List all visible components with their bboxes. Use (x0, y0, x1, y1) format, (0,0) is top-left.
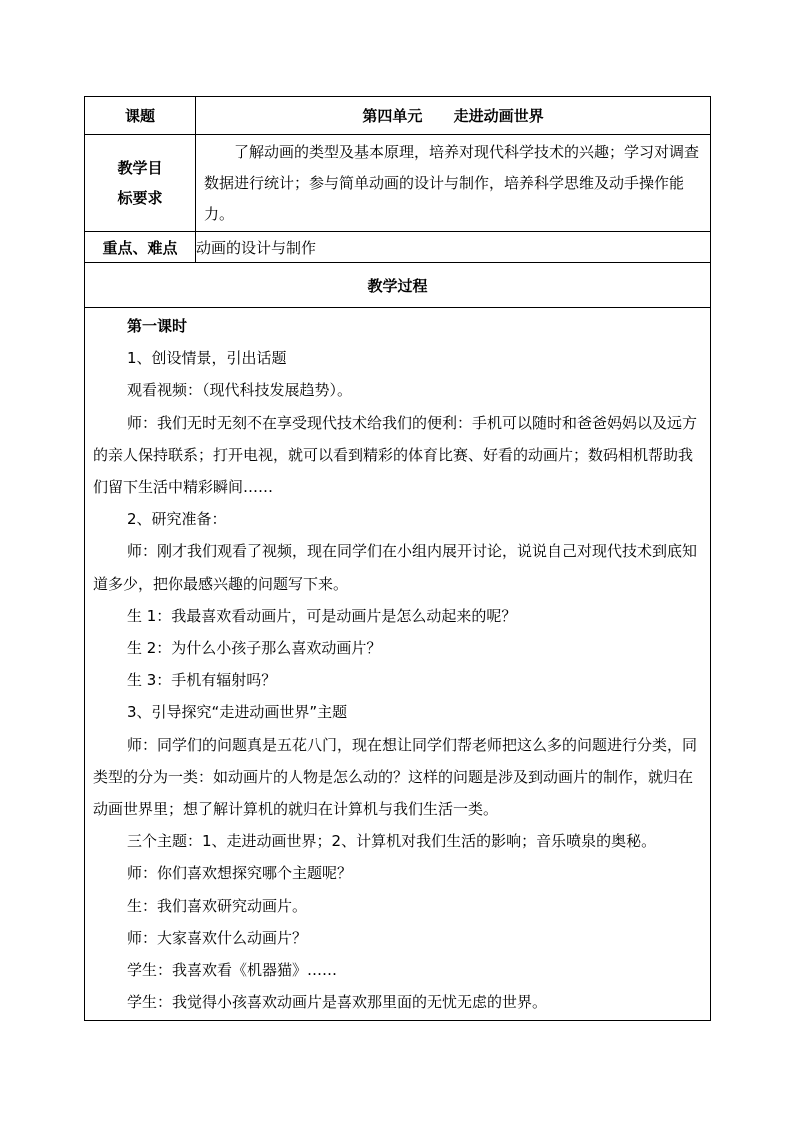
process-heading: 教学过程 (85, 263, 711, 308)
lesson-line: 观看视频：（现代科技发展趋势）。 (127, 381, 353, 400)
goals-row (85, 135, 711, 232)
goals-label-line2: 标要求 (117, 189, 163, 207)
process-heading-row (85, 263, 711, 308)
keypoints-row (85, 232, 711, 263)
goals-label (85, 135, 196, 232)
lesson-plan-table (84, 96, 711, 1021)
goals-text: 了解动画的类型及基本原理，培养对现代科学技术的兴趣；学习对调查数据进行统计；参与简单动画的设计与制作，培养科学思维及动手操作能力。 (204, 142, 700, 223)
lesson-line: 2、研究准备： (127, 510, 227, 529)
lesson-paragraph: 师：同学们的问题真是五花八门，现在想让同学们帮老师把这么多的问题进行分类，同类型的分为一类：如动画片的人物是怎么动的？这样的问题是涉及到动画片的制作，就归在动画世界里；想了解计算机的就归在计算机与我们生活一类。 (93, 735, 698, 819)
process-body (85, 308, 711, 1021)
lesson-paragraph: 师：我们无时无刻不在享受现代技术给我们的便利：手机可以随时和爸爸妈妈以及远方的亲人保持联系；打开电视，就可以看到精彩的体育比赛、好看的动画片；数码相机帮助我们留下生活中精彩瞬间…… (93, 413, 698, 497)
lesson-line: 1、创设情景，引出话题 (127, 349, 287, 368)
goals-cell (196, 135, 711, 232)
lesson-line: 师：你们喜欢想探究哪个主题呢？ (127, 864, 353, 883)
topic-row (85, 97, 711, 135)
process-body-row (85, 308, 711, 1021)
lesson-line: 学生：我喜欢看《机器猫》…… (127, 961, 338, 980)
topic-value: 第四单元 走进动画世界 (196, 97, 711, 135)
lesson-line: 生 3：手机有辐射吗？ (127, 671, 277, 690)
lesson-line: 三个主题：1、走进动画世界；2、计算机对我们生活的影响；音乐喷泉的奥秘。 (127, 832, 657, 851)
lesson-line: 3、引导探究“走进动画世界”主题 (127, 703, 348, 722)
lesson-line: 学生：我觉得小孩喜欢动画片是喜欢那里面的无忧无虑的世界。 (127, 993, 548, 1012)
process-lines (85, 308, 710, 1018)
lesson-line: 师：大家喜欢什么动画片？ (127, 928, 308, 947)
lesson-line: 生 2：为什么小孩子那么喜欢动画片？ (127, 639, 382, 658)
lesson-paragraph: 师：刚才我们观看了视频，现在同学们在小组内展开讨论，说说自己对现代技术到底知道多少，把你最感兴趣的问题写下来。 (93, 542, 698, 593)
lesson-line: 生 1：我最喜欢看动画片，可是动画片是怎么动起来的呢？ (127, 606, 517, 625)
goals-label-line1: 教学目 (117, 159, 163, 177)
lesson-line: 生：我们喜欢研究动画片。 (127, 896, 308, 915)
topic-label: 课题 (85, 97, 196, 135)
lesson-period-heading: 第一课时 (127, 317, 188, 335)
keypoints-label: 重点、难点 (85, 232, 196, 263)
keypoints-value: 动画的设计与制作 (196, 232, 711, 263)
